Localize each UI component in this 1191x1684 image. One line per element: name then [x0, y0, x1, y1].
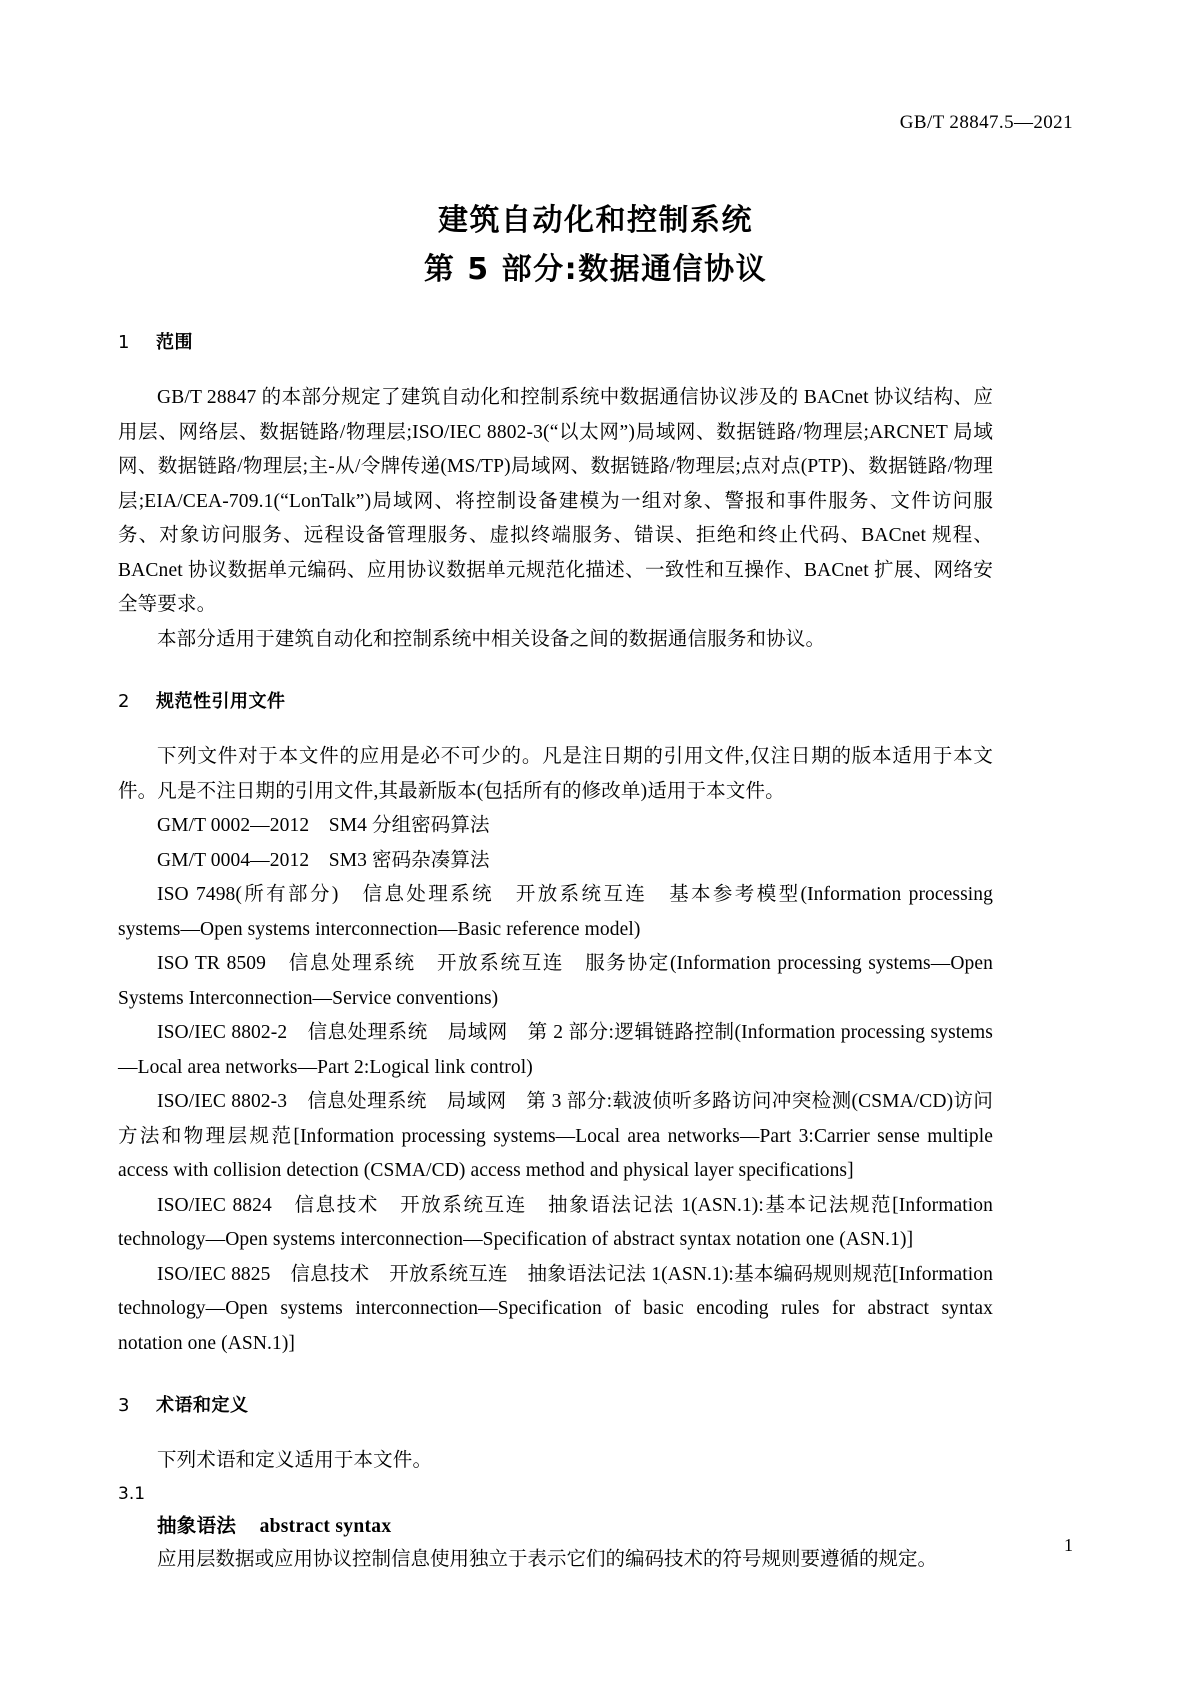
reference-item: ISO/IEC 8824 信息技术 开放系统互连 抽象语法记法 1(ASN.1):基本记法规范[Information technology—Open systems interconnection—Specification of abstract syntax notation one (ASN.1)]: [118, 1194, 993, 1250]
clause-number-1: 1: [118, 332, 130, 353]
clause-heading-1: [118, 330, 993, 356]
running-header: [900, 112, 1073, 134]
reference-item: ISO TR 8509 信息处理系统 开放系统互连 服务协定(Information processing systems—Open Systems Interconnection—Service conventions): [118, 953, 993, 1009]
document-title: [0, 196, 1191, 294]
clause-number-3: 3: [118, 1395, 130, 1416]
spacer: [118, 356, 993, 381]
spacer: [118, 715, 993, 740]
clause-title-3: 术语和定义: [156, 1395, 249, 1416]
term-label-en: abstract syntax: [259, 1515, 392, 1537]
document-body: [118, 330, 993, 1577]
term-label-cn: 抽象语法: [157, 1513, 237, 1537]
clause-heading-2: [118, 689, 993, 715]
reference-item: GM/T 0004—2012 SM3 密码杂凑算法: [157, 849, 490, 871]
clause-title-1: 范围: [156, 332, 193, 353]
standard-id: GB/T 28847.5—2021: [899, 112, 1073, 133]
clause-number-2: 2: [118, 691, 130, 712]
reference-item: ISO 7498(所有部分) 信息处理系统 开放系统互连 基本参考模型(Information processing systems—Open systems interconnection—Basic reference model): [118, 884, 993, 940]
terms-intro: 下列术语和定义适用于本文件。: [157, 1450, 433, 1471]
title-line-2: 第 5 部分:数据通信协议: [423, 252, 768, 287]
scope-paragraph-1: GB/T 28847 的本部分规定了建筑自动化和控制系统中数据通信协议涉及的 BACnet 协议结构、应用层、网络层、数据链路/物理层;ISO/IEC 8802-3(“以太网”)局域网、数据链路/物理层;ARCNET 局域网、数据链路/物理层;主-从/令牌传递(MS/TP)局域网、数据链路/物理层;点对点(PTP)、数据链路/物理层;EIA/CEA-709.1(“LonTalk”)局域网、将控制设备建模为一组对象、警报和事件服务、文件访问服务、对象访问服务、远程设备管理服务、虚拟终端服务、错误、拒绝和终止代码、BACnet 规程、BACnet 协议数据单元编码、应用协议数据单元规范化描述、一致性和互操作、BACnet 扩展、网络安全等要求。: [118, 387, 993, 615]
clause-heading-3: [118, 1393, 993, 1419]
title-line-1: 建筑自动化和控制系统: [438, 203, 753, 238]
reference-item: GM/T 0002—2012 SM4 分组密码算法: [157, 815, 490, 836]
reference-item: ISO/IEC 8825 信息技术 开放系统互连 抽象语法记法 1(ASN.1):基本编码规则规范[Information technology—Open systems interconnection—Specification of basic encoding rules for abstract syntax notation one (ASN.1)]: [118, 1263, 993, 1354]
clause-title-2: 规范性引用文件: [156, 691, 286, 712]
term-number: 3.1: [118, 1483, 146, 1504]
spacer: [118, 1419, 993, 1444]
term-heading: [118, 1509, 993, 1543]
term-definition: 应用层数据或应用协议控制信息使用独立于表示它们的编码技术的符号规则要遵循的规定。: [157, 1548, 938, 1570]
reference-item: ISO/IEC 8802-3 信息处理系统 局域网 第 3 部分:载波侦听多路访问冲突检测(CSMA/CD)访问方法和物理层规范[Information processing systems—Local area networks—Part 3:Carrier sense multiple access with collision detection (CSMA/CD) access method and physical layer specifications]: [118, 1091, 993, 1181]
spacer: [118, 1361, 993, 1393]
scope-paragraph-2: 本部分适用于建筑自动化和控制系统中相关设备之间的数据通信服务和协议。: [157, 628, 826, 650]
reference-item: ISO/IEC 8802-2 信息处理系统 局域网 第 2 部分:逻辑链路控制(Information processing systems—Local area networks—Part 2:Logical link control): [118, 1022, 993, 1078]
normative-intro: 下列文件对于本文件的应用是必不可少的。凡是注日期的引用文件,仅注日期的版本适用于本文件。凡是不注日期的引用文件,其最新版本(包括所有的修改单)适用于本文件。: [118, 746, 993, 802]
spacer: [118, 657, 993, 689]
page-number: 1: [1064, 1535, 1073, 1555]
